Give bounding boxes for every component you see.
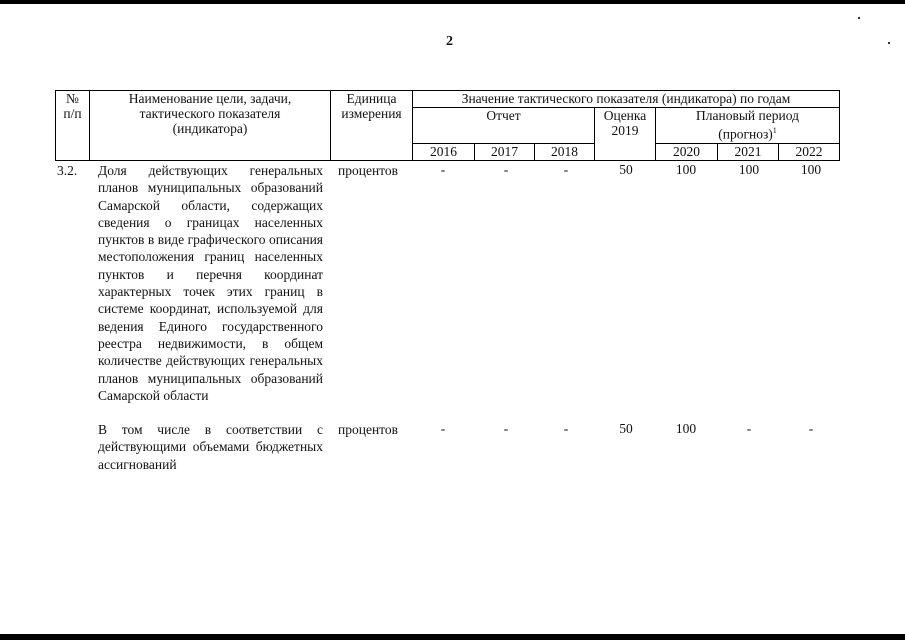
value-2017: - — [503, 421, 509, 436]
value-2020: 100 — [675, 162, 697, 177]
page-number: 2 — [446, 34, 453, 49]
header-plan-label: Плановый период (прогноз) — [696, 108, 799, 142]
header-report-label: Отчет — [486, 108, 521, 123]
year-cell — [475, 144, 535, 161]
indicator-name: В том числе в соответствии с действующими объемами бюджетных ассигнований — [98, 422, 323, 472]
year-label: 2022 — [795, 144, 823, 159]
year-label: 2020 — [673, 144, 700, 159]
year-label: 2018 — [551, 144, 578, 159]
header-plan-footnote: 1 — [772, 126, 777, 135]
header-estimate — [595, 108, 656, 161]
year-label: 2021 — [734, 144, 762, 159]
value-2020: 100 — [675, 421, 697, 436]
year-label: 2017 — [491, 144, 518, 159]
indicator-table-header — [55, 90, 840, 161]
header-report — [413, 108, 595, 144]
year-cell — [718, 144, 779, 161]
year-cell — [779, 144, 840, 161]
header-name — [90, 91, 331, 161]
value-2019: 50 — [619, 421, 633, 436]
indicator-name: Доля действующих генеральных планов муниципальных образований Самарской области, содержащих сведения о границах населенных пунктов в виде графического описания местоположения границ населенных пунктов и перечня координат характерных точек этих границ в системе координат, используемой для ведения Единого государственного реестра недвижимости, в общем количестве действующих генеральных планов муниципальных образований Самарской области — [98, 163, 323, 403]
header-unit-label: Единица измерения — [341, 91, 402, 121]
year-cell — [535, 144, 595, 161]
scan-top-border — [0, 0, 905, 4]
value-2018: - — [563, 421, 569, 436]
header-name-label: Наименование цели, задачи, тактического показателя (индикатора) — [128, 91, 292, 136]
header-num — [56, 91, 90, 161]
header-values-label: Значение тактического показателя (индикатора) по годам — [461, 91, 791, 106]
scan-bottom-border — [0, 634, 905, 640]
value-2016: - — [440, 421, 446, 436]
value-2018: - — [563, 162, 569, 177]
scan-speck — [858, 17, 860, 19]
header-plan — [656, 108, 840, 144]
unit-cell: процентов — [338, 163, 399, 178]
value-2022: - — [808, 421, 814, 436]
header-estimate-label: Оценка 2019 — [603, 108, 647, 138]
header-unit — [331, 91, 413, 161]
header-values — [413, 91, 840, 108]
year-label: 2016 — [430, 144, 457, 159]
value-2019: 50 — [619, 162, 633, 177]
value-2022: 100 — [800, 162, 822, 177]
value-2017: - — [503, 162, 509, 177]
year-cell — [413, 144, 475, 161]
value-2021: - — [746, 421, 752, 436]
row-number: 3.2. — [57, 163, 78, 178]
value-2016: - — [440, 162, 446, 177]
unit-cell: процентов — [338, 422, 399, 437]
value-2021: 100 — [738, 162, 760, 177]
year-cell — [656, 144, 718, 161]
header-num-label: № п/п — [63, 91, 82, 121]
scan-speck — [888, 42, 890, 44]
